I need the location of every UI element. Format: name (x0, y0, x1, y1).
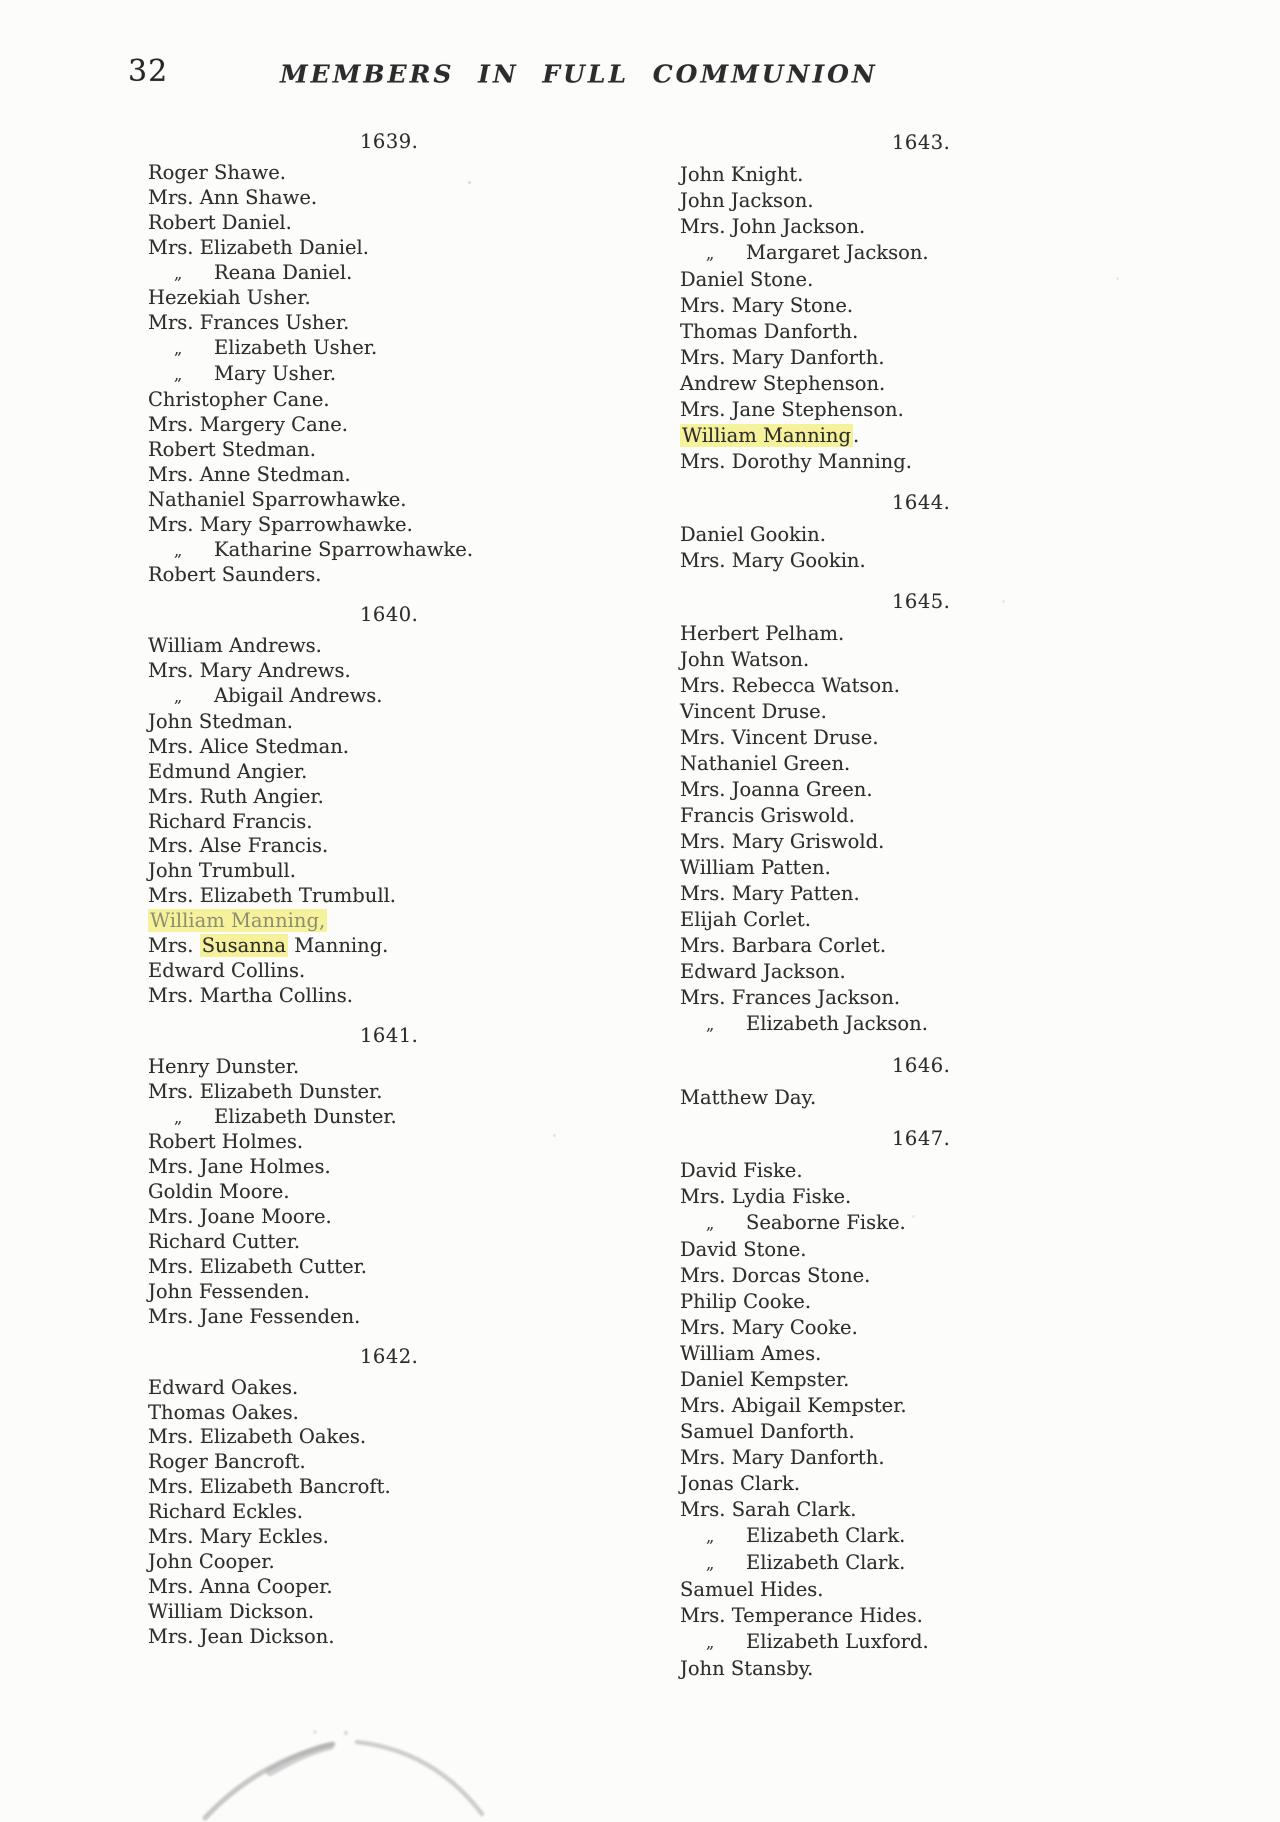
member-entry (680, 188, 1110, 214)
member-entry (148, 984, 578, 1009)
entry-text: Herbert Pelham. (680, 622, 845, 645)
entry-text: Thomas Danforth. (680, 320, 859, 343)
member-entry (148, 735, 578, 760)
member-entry (680, 725, 1110, 751)
member-entry (680, 1289, 1110, 1315)
entry-text: William Andrews. (148, 634, 322, 658)
ditto-mark: „ (706, 1015, 715, 1034)
entry-text: Mrs. Elizabeth Cutter. (148, 1254, 367, 1278)
entry-text: Mrs. Barbara Corlet. (680, 934, 887, 957)
entry-text: Robert Stedman. (148, 437, 316, 461)
entry-text: Philip Cooke. (680, 1290, 812, 1313)
member-entry (148, 1280, 578, 1305)
entry-text: Mrs. Elizabeth Trumbull. (148, 884, 397, 908)
member-entry (148, 311, 578, 336)
entry-text: Margaret Jackson. (746, 241, 929, 264)
member-entry (680, 959, 1110, 985)
entry-text: Edmund Angier. (148, 759, 308, 783)
entry-text: John Stansby. (680, 1657, 814, 1680)
member-entry (148, 684, 578, 710)
member-entry (680, 1158, 1110, 1184)
ditto-mark: „ (706, 1527, 715, 1546)
entry-text: Mrs. Mary Stone. (680, 294, 854, 317)
scan-artifact-arc (150, 1686, 530, 1822)
member-entry (148, 286, 578, 311)
member-entry (680, 751, 1110, 777)
entry-text: John Stedman. (148, 709, 293, 733)
member-entry (148, 959, 578, 984)
entry-text: Elizabeth Luxford. (746, 1630, 929, 1653)
entry-text: Vincent Druse. (680, 700, 827, 723)
member-entry (148, 186, 578, 211)
entry-text: Mrs. Elizabeth Oakes. (148, 1425, 367, 1449)
member-entry (148, 1450, 578, 1475)
entry-text: William Patten. (680, 856, 831, 879)
entry-text: Elijah Corlet. (680, 908, 811, 931)
member-entry (680, 1497, 1110, 1523)
member-entry (148, 909, 578, 934)
member-entry (148, 563, 578, 588)
member-entry (148, 834, 578, 859)
entry-text: Mrs. Jean Dickson. (148, 1624, 335, 1648)
entry-text: Mrs. Jane Stephenson. (680, 398, 904, 421)
member-entry (148, 1155, 578, 1180)
member-entry (680, 162, 1110, 188)
member-entry (148, 1376, 578, 1401)
member-entry (680, 1445, 1110, 1471)
member-entry (148, 1475, 578, 1500)
entry-text: Edward Oakes. (148, 1375, 299, 1399)
ditto-mark: „ (706, 244, 715, 263)
scan-speck (1002, 600, 1005, 603)
highlighted-text: William Manning (682, 424, 851, 447)
member-entry (680, 1419, 1110, 1445)
member-entry (148, 1600, 578, 1625)
entry-text: Roger Shawe. (148, 160, 286, 184)
entry-text: Elizabeth Clark. (746, 1524, 906, 1547)
page-title: MEMBERS IN FULL COMMUNION (280, 60, 878, 89)
member-entry (680, 829, 1110, 855)
entry-text: Mrs. Dorcas Stone. (680, 1264, 871, 1287)
member-entry (680, 1577, 1110, 1603)
entry-text: Richard Cutter. (148, 1230, 301, 1254)
member-entry (680, 621, 1110, 647)
member-entry (148, 463, 578, 488)
year-heading: 1647. (892, 1127, 951, 1150)
entry-text: Nathaniel Sparrowhawke. (148, 487, 407, 511)
entry-text: John Knight. (680, 163, 804, 186)
entry-text: David Fiske. (680, 1159, 803, 1182)
member-entry (148, 388, 578, 413)
member-entry (148, 1575, 578, 1600)
entry-text: Mrs. Abigail Kempster. (680, 1394, 907, 1417)
year-heading: 1641. (360, 1023, 419, 1047)
entry-text: Mrs. Anna Cooper. (148, 1574, 333, 1598)
member-entry (148, 438, 578, 463)
entry-text: Mrs. Frances Usher. (148, 311, 350, 335)
member-entry (680, 1341, 1110, 1367)
member-entry (680, 522, 1110, 548)
entry-text: Mary Usher. (214, 362, 337, 386)
entry-text: Nathaniel Green. (680, 752, 851, 775)
entry-text: Elizabeth Usher. (214, 336, 378, 360)
year-heading: 1645. (892, 590, 951, 613)
entry-text: William Ames. (680, 1342, 822, 1365)
member-entry (148, 1105, 578, 1131)
entry-text: Henry Dunster. (148, 1054, 300, 1078)
member-entry (148, 810, 578, 835)
page-number: 32 (128, 54, 169, 89)
member-entry (680, 1393, 1110, 1419)
member-entry (148, 1625, 578, 1650)
member-entry (680, 1315, 1110, 1341)
member-entry (680, 1523, 1110, 1550)
member-entry (148, 1500, 578, 1525)
member-entry (148, 1401, 578, 1426)
member-entry (680, 673, 1110, 699)
ditto-mark: „ (706, 1214, 715, 1233)
member-entry (148, 236, 578, 261)
member-entry (680, 548, 1110, 574)
member-entry (148, 785, 578, 810)
entry-text: Abigail Andrews. (214, 684, 383, 708)
member-entry (680, 1656, 1110, 1682)
member-entry (148, 934, 578, 959)
entry-text: Mrs. Sarah Clark. (680, 1498, 857, 1521)
scan-speck (553, 1134, 556, 1137)
ditto-mark: „ (174, 540, 183, 560)
ditto-mark: „ (174, 263, 183, 283)
member-entry (148, 413, 578, 438)
member-entry (680, 371, 1110, 397)
entry-text: Mrs. Martha Collins. (148, 983, 353, 1007)
entry-text: Reana Daniel. (214, 260, 353, 284)
member-entry (148, 336, 578, 362)
member-entry (680, 423, 1110, 449)
entry-text: Mrs. Temperance Hides. (680, 1604, 923, 1627)
entry-text: Roger Bancroft. (148, 1450, 306, 1474)
entry-text: Matthew Day. (680, 1086, 817, 1109)
entry-text: Mrs. Ruth Angier. (148, 784, 324, 808)
ditto-mark: „ (174, 687, 183, 707)
member-entry (680, 240, 1110, 267)
entry-text: Mrs. Elizabeth Daniel. (148, 235, 369, 259)
member-entry (680, 1471, 1110, 1497)
entry-text: Andrew Stephenson. (680, 372, 886, 395)
entry-text: Mrs. Lydia Fiske. (680, 1185, 852, 1208)
entry-text: Mrs. Joanna Green. (680, 778, 873, 801)
entry-text: Robert Daniel. (148, 210, 292, 234)
entry-text: Mrs. John Jackson. (680, 215, 866, 238)
member-entry (148, 488, 578, 513)
member-entry (680, 397, 1110, 423)
scan-speck (468, 181, 471, 184)
member-entry (148, 1080, 578, 1105)
entry-text: Elizabeth Clark. (746, 1551, 906, 1574)
entry-text: Mrs. Rebecca Watson. (680, 674, 900, 697)
entry-text: Mrs. Elizabeth Dunster. (148, 1079, 383, 1103)
member-entry (148, 1305, 578, 1330)
member-entry (680, 1210, 1110, 1237)
member-entry (680, 1085, 1110, 1111)
entry-text: Christopher Cane. (148, 388, 330, 412)
entry-text: Mrs. Alse Francis. (148, 834, 329, 858)
member-entry (680, 777, 1110, 803)
entry-text: John Watson. (680, 648, 810, 671)
entry-text: Mrs. Jane Holmes. (148, 1155, 331, 1179)
entry-text: Daniel Kempster. (680, 1368, 850, 1391)
entry-text: Mrs. Joane Moore. (148, 1205, 332, 1229)
entry-text: Samuel Hides. (680, 1578, 824, 1601)
scan-speck (1116, 277, 1119, 280)
ditto-mark: „ (706, 1633, 715, 1652)
right-column (680, 128, 1110, 1682)
member-entry (680, 1263, 1110, 1289)
member-entry (680, 907, 1110, 933)
member-entry (148, 1130, 578, 1155)
entry-text: Mrs. (148, 934, 200, 958)
entry-text: Robert Holmes. (148, 1130, 304, 1154)
ditto-mark: „ (174, 339, 183, 359)
entry-text: Richard Francis. (148, 809, 313, 833)
member-entry (148, 760, 578, 785)
member-entry (680, 855, 1110, 881)
member-entry (680, 1550, 1110, 1577)
year-heading: 1640. (360, 603, 419, 627)
entry-text: Mrs. Alice Stedman. (148, 734, 349, 758)
member-entry (148, 362, 578, 388)
entry-text: David Stone. (680, 1238, 807, 1261)
member-entry (680, 933, 1110, 959)
ditto-mark: „ (706, 1554, 715, 1573)
scan-speck (912, 1215, 915, 1218)
member-entry (680, 293, 1110, 319)
entry-text: Mrs. Mary Danforth. (680, 1446, 885, 1469)
entry-text: Daniel Gookin. (680, 523, 826, 546)
entry-text: Robert Saunders. (148, 563, 322, 587)
entry-text: John Fessenden. (148, 1279, 310, 1303)
member-entry (148, 211, 578, 236)
member-entry (148, 1230, 578, 1255)
member-entry (680, 881, 1110, 907)
entry-text: Richard Eckles. (148, 1500, 303, 1524)
member-entry (148, 1205, 578, 1230)
entry-text: Edward Jackson. (680, 960, 846, 983)
member-entry (148, 1055, 578, 1080)
entry-text: Daniel Stone. (680, 268, 814, 291)
entry-text: Mrs. Elizabeth Bancroft. (148, 1475, 391, 1499)
member-entry (148, 1525, 578, 1550)
member-entry (148, 710, 578, 735)
entry-text: Mrs. Margery Cane. (148, 412, 349, 436)
entry-text: Edward Collins. (148, 959, 306, 982)
member-entry (148, 659, 578, 684)
member-entry (680, 319, 1110, 345)
entry-text: Katharine Sparrowhawke. (214, 537, 474, 561)
entry-text: Mrs. Mary Danforth. (680, 346, 885, 369)
member-entry (148, 538, 578, 564)
entry-text: Mrs. Jane Fessenden. (148, 1304, 361, 1328)
entry-text: Mrs. Mary Sparrowhawke. (148, 512, 413, 536)
entry-text: Thomas Oakes. (148, 1400, 299, 1424)
entry-text: Francis Griswold. (680, 804, 855, 827)
entry-text: William Dickson. (148, 1599, 315, 1623)
member-entry (680, 1184, 1110, 1210)
entry-text: Seaborne Fiske. (746, 1211, 906, 1234)
entry-text: Mrs. Dorothy Manning. (680, 450, 912, 473)
highlighted-text: William Manning, (150, 909, 326, 933)
year-heading: 1639. (360, 130, 419, 153)
member-entry (148, 513, 578, 538)
member-entry (680, 1603, 1110, 1629)
entry-text: Mrs. Mary Patten. (680, 882, 860, 905)
entry-text: Mrs. Ann Shawe. (148, 185, 318, 209)
member-entry (680, 267, 1110, 293)
year-heading: 1642. (360, 1344, 419, 1368)
entry-text: Mrs. Mary Gookin. (680, 549, 866, 572)
entry-text: John Jackson. (680, 189, 814, 212)
member-entry (680, 1237, 1110, 1263)
scan-speck (838, 747, 841, 750)
member-entry (680, 1367, 1110, 1393)
member-entry (148, 1425, 578, 1450)
entry-text: Mrs. Mary Eckles. (148, 1525, 329, 1549)
left-column (148, 128, 578, 1650)
member-entry (148, 1180, 578, 1205)
entry-text: Mrs. Vincent Druse. (680, 726, 879, 749)
entry-text: Hezekiah Usher. (148, 286, 311, 310)
member-entry (680, 214, 1110, 240)
entry-text: Samuel Danforth. (680, 1420, 855, 1443)
entry-text: Elizabeth Jackson. (746, 1012, 928, 1035)
member-entry (680, 1629, 1110, 1656)
member-entry (680, 449, 1110, 475)
member-entry (148, 634, 578, 659)
member-entry (148, 161, 578, 186)
member-entry (680, 985, 1110, 1011)
member-entry (148, 1550, 578, 1575)
member-entry (680, 1011, 1110, 1038)
highlighted-text: Susanna (201, 934, 286, 958)
entry-text: John Trumbull. (148, 859, 296, 883)
ditto-mark: „ (174, 1107, 183, 1127)
year-heading: 1643. (892, 131, 951, 154)
entry-text: Manning. (288, 934, 389, 958)
member-entry (680, 345, 1110, 371)
entry-text: Mrs. Mary Cooke. (680, 1316, 858, 1339)
member-entry (680, 647, 1110, 673)
entry-text: Mrs. Frances Jackson. (680, 986, 901, 1009)
year-heading: 1646. (892, 1054, 951, 1077)
member-entry (148, 261, 578, 287)
entry-text: Mrs. Anne Stedman. (148, 462, 351, 486)
entry-text: Mrs. Mary Andrews. (148, 659, 351, 683)
member-entry (680, 699, 1110, 725)
member-entry (148, 884, 578, 909)
entry-text: Mrs. Mary Griswold. (680, 830, 885, 853)
member-entry (148, 859, 578, 884)
entry-text: John Cooper. (148, 1549, 275, 1573)
entry-text: . (852, 424, 860, 447)
entry-text: Goldin Moore. (148, 1180, 290, 1204)
member-entry (148, 1255, 578, 1280)
ditto-mark: „ (174, 365, 183, 385)
year-heading: 1644. (892, 491, 951, 514)
member-entry (680, 803, 1110, 829)
entry-text: Jonas Clark. (680, 1472, 801, 1495)
entry-text: Elizabeth Dunster. (214, 1104, 397, 1128)
